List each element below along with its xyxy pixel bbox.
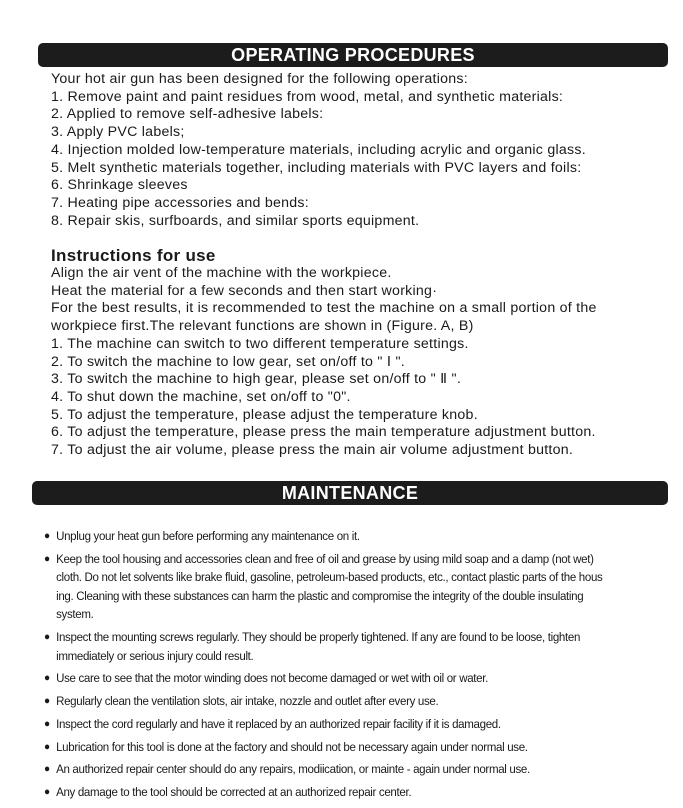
instruction-line: 5. To adjust the temperature, please adjust the temperature knob. xyxy=(51,406,478,423)
instruction-line: 4. To shut down the machine, set on/off to "0". xyxy=(51,388,351,405)
maintenance-item-text: Any damage to the tool should be corrected at an authorized repair center. xyxy=(56,784,412,799)
operating-procedures-section xyxy=(51,71,676,230)
bullet-icon: ● xyxy=(44,763,50,776)
operating-item: 8. Repair skis, surfboards, and similar sports equipment. xyxy=(51,212,420,229)
instruction-line: Align the air vent of the machine with the workpiece. xyxy=(51,265,392,281)
operating-item: 1. Remove paint and paint residues from wood, metal, and synthetic materials: xyxy=(51,88,564,105)
operating-intro: Your hot air gun has been designed for the following operations: xyxy=(51,71,468,87)
instructions-section xyxy=(51,265,676,460)
instruction-line: 1. The machine can switch to two different temperature settings. xyxy=(51,335,469,352)
maintenance-item-text: An authorized repair center should do any repairs, modiication, or mainte - again under normal use. xyxy=(56,762,530,777)
operating-procedures-banner xyxy=(38,43,668,67)
instruction-line: For the best results, it is recommended to test the machine on a small portion of the xyxy=(51,300,597,317)
bullet-icon: ● xyxy=(44,785,50,798)
operating-item: 4. Injection molded low-temperature materials, including acrylic and organic glass. xyxy=(51,141,586,158)
maintenance-item-text: Keep the tool housing and accessories clean and free of oil and grease by using mild soap and a damp (not wet) cloth. Do not let solvents like brake fluid, gasoline, petroleum-based products, etc., contact plastic parts of the hous ing. Cleaning with these substances can harm the plastic and compromise the integrity of the double insulating system. xyxy=(56,551,603,622)
maintenance-item xyxy=(44,738,611,757)
instruction-line: 3. To switch the machine to high gear, please set on/off to " Ⅱ ". xyxy=(51,371,462,388)
maintenance-item-text: Unplug your heat gun before performing any maintenance on it. xyxy=(56,529,360,543)
maintenance-item xyxy=(44,692,611,711)
maintenance-item-text: Use care to see that the motor winding does not become damaged or wet with oil or water. xyxy=(56,671,488,686)
maintenance-item xyxy=(44,783,611,802)
maintenance-list xyxy=(44,527,611,806)
instruction-line: Heat the material for a few seconds and then start working· xyxy=(51,282,438,299)
maintenance-item xyxy=(44,527,611,546)
bullet-icon: ● xyxy=(44,552,50,565)
bullet-icon: ● xyxy=(44,695,50,708)
instruction-line: 2. To switch the machine to low gear, set on/off to " Ⅰ ". xyxy=(51,353,405,370)
instruction-line: workpiece first.The relevant functions are shown in (Figure. A, B) xyxy=(51,318,474,335)
bullet-icon: ● xyxy=(44,740,50,753)
bullet-icon: ● xyxy=(44,717,50,730)
instruction-line: 6. To adjust the temperature, please press the main temperature adjustment button. xyxy=(51,424,596,441)
bullet-icon: ● xyxy=(44,672,50,685)
maintenance-item-text: Lubrication for this tool is done at the factory and should not be necessary again under normal use. xyxy=(56,739,528,754)
maintenance-title: MAINTENANCE xyxy=(281,483,419,503)
maintenance-item-text: Inspect the cord regularly and have it replaced by an authorized repair facility if it is damaged. xyxy=(56,716,501,731)
operating-item: 2. Applied to remove self-adhesive labels: xyxy=(51,106,324,123)
operating-item: 7. Heating pipe accessories and bends: xyxy=(51,194,309,211)
maintenance-item xyxy=(44,715,611,734)
operating-item: 3. Apply PVC labels; xyxy=(51,124,185,141)
maintenance-item xyxy=(44,628,611,665)
maintenance-item xyxy=(44,669,611,688)
operating-procedures-title: OPERATING PROCEDURES xyxy=(231,45,475,65)
operating-item: 6. Shrinkage sleeves xyxy=(51,177,188,194)
operating-item: 5. Melt synthetic materials together, including materials with PVC layers and foils: xyxy=(51,159,582,176)
instruction-line: 7. To adjust the air volume, please press the main air volume adjustment button. xyxy=(51,442,574,459)
bullet-icon: ● xyxy=(44,530,50,542)
bullet-icon: ● xyxy=(44,631,50,644)
maintenance-item xyxy=(44,550,611,624)
maintenance-item xyxy=(44,760,611,779)
maintenance-item-text: Regularly clean the ventilation slots, air intake, nozzle and outlet after every use. xyxy=(56,694,439,709)
instructions-heading: Instructions for use xyxy=(51,246,216,265)
maintenance-item-text: Inspect the mounting screws regularly. They should be properly tightened. If any are found to be loose, tighten immediately or serious injury could result. xyxy=(56,630,581,663)
maintenance-banner xyxy=(32,481,668,505)
